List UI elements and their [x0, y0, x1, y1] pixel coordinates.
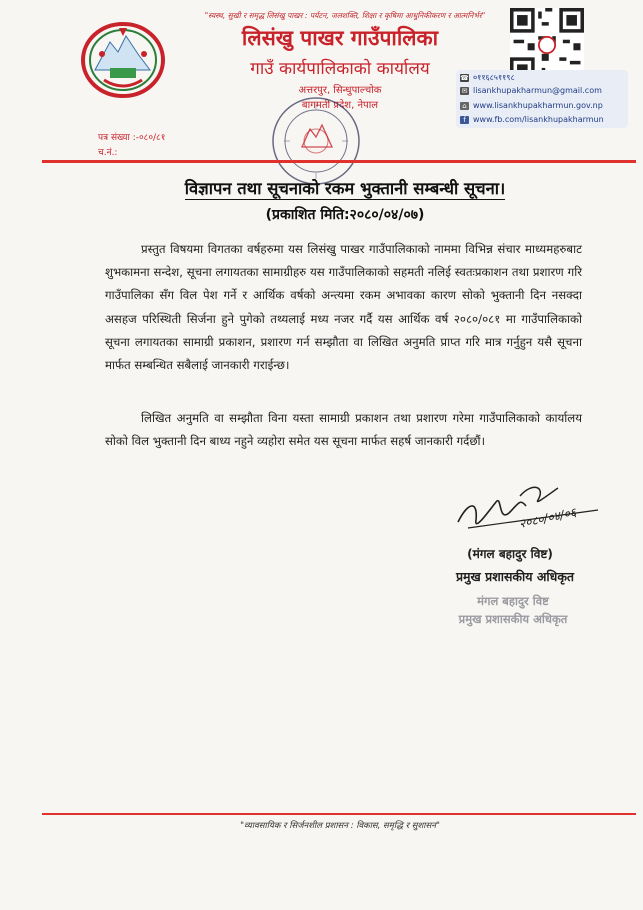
facebook-url: www.fb.com/lisankhupakharmun — [473, 115, 604, 124]
notice-paragraph-2: लिखित अनुमति वा सम्झौता विना यस्ता सामाग्री प्रकाशन तथा प्रशारण गरेमा गाउँपालिकाको कार्यालय सोको विल भुक्तानी दिन बाध्य नहुने व्यहोरा समेत यस सूचना मार्फत सहर्ष जानकारी गर्दछौं। — [105, 411, 582, 449]
header-divider — [42, 160, 636, 163]
notice-title — [135, 176, 555, 199]
signatory-name: (मंगल बहादुर विष्ट) — [467, 547, 553, 561]
contact-box — [456, 70, 628, 128]
handwritten-signature-icon — [448, 472, 618, 542]
notice-title-text: विज्ञापन तथा सूचनाको रकम भुक्तानी सम्बन्धी सूचना। — [184, 179, 506, 198]
mail-icon: ✉ — [461, 86, 468, 95]
title-stamp: प्रमुख प्रशासकीय अधिकृत — [458, 612, 568, 626]
office-seal-stamp-icon — [270, 95, 362, 187]
name-stamp: मंगल बहादुर विष्ट — [477, 594, 549, 608]
phone-number: ०११६८५११९८ — [473, 73, 515, 82]
municipality-name: लिसंखु पाखर गाउँपालिका — [241, 26, 439, 50]
contact-website — [460, 101, 603, 110]
address-line-2: बागमती प्रदेश, नेपाल — [301, 100, 379, 111]
nepal-emblem-icon — [80, 18, 166, 98]
footer-slogan: "व्यावसायिक र सिर्जनशील प्रशासन : विकास, समृद्धि र सुशासन" — [240, 821, 440, 831]
phone-icon: ☎ — [460, 73, 469, 82]
published-date: (प्रकाशित मिति:२०८०/०४/०७) — [265, 207, 425, 223]
web-icon: ⌂ — [460, 102, 469, 110]
svg-text:२०८०/०४/०६: २०८०/०४/०६ — [517, 505, 578, 531]
dispatch-number: च.नं.: — [98, 148, 118, 158]
office-name: गाउँ कार्यपालिकाको कार्यालय — [250, 59, 430, 79]
contact-email — [460, 86, 602, 95]
contact-phone — [460, 72, 515, 83]
letter-number: पत्र संख्या :-०८०/८१ — [98, 133, 166, 143]
email-address: lisankhupakharmun@gmail.com — [473, 86, 602, 95]
address-line-1: अत्तरपुर, सिन्धुपाल्चोक — [298, 85, 382, 96]
signatory-title: प्रमुख प्रशासकीय अधिकृत — [455, 569, 575, 584]
facebook-icon: f — [460, 116, 469, 124]
letterhead-slogan: "स्वस्थ, सुखी र समृद्ध लिसंखु पाखर : पर्यटन, जलशक्ति, शिक्षा र कृषिमा आधुनिकीकरण र आत्मनिर्भर" — [204, 11, 486, 20]
website-url: www.lisankhupakharmun.gov.np — [473, 101, 603, 110]
contact-facebook — [460, 115, 604, 124]
notice-paragraph-1: प्रस्तुत विषयमा विगतका वर्षहरुमा यस लिसंखु पाखर गाउँपालिकाको नाममा विभिन्न संचार माध्यमहरुबाट शुभकामना सन्देश, सूचना लगायतका सामाग्रीहरु यस गाउँपालिकाको सहमती नलिई स्वतःप्रकाशन तथा प्रशारण गरि गाउँपालिका सँग विल पेश गर्ने र आर्थिक वर्षको अन्त्यमा रकम अभावका कारण सोको भुक्तानी दिन नसक्दा असहज परिस्थिती सिर्जना हुने पुगेको तथ्यलाई मध्य नजर गर्दै यस आर्थिक वर्ष २०८०/०८१ मा गाउँपालिकाको सूचना लगायतका सामाग्री प्रकाशन, प्रशारण गर्न सम्झौता वा लिखित अनुमति प्राप्त गरि मात्र गर्नुहुन यसै सूचना मार्फत सम्बन्धित सबैलाई जानकारी गराईन्छ। — [105, 242, 582, 373]
footer-divider — [42, 813, 636, 815]
